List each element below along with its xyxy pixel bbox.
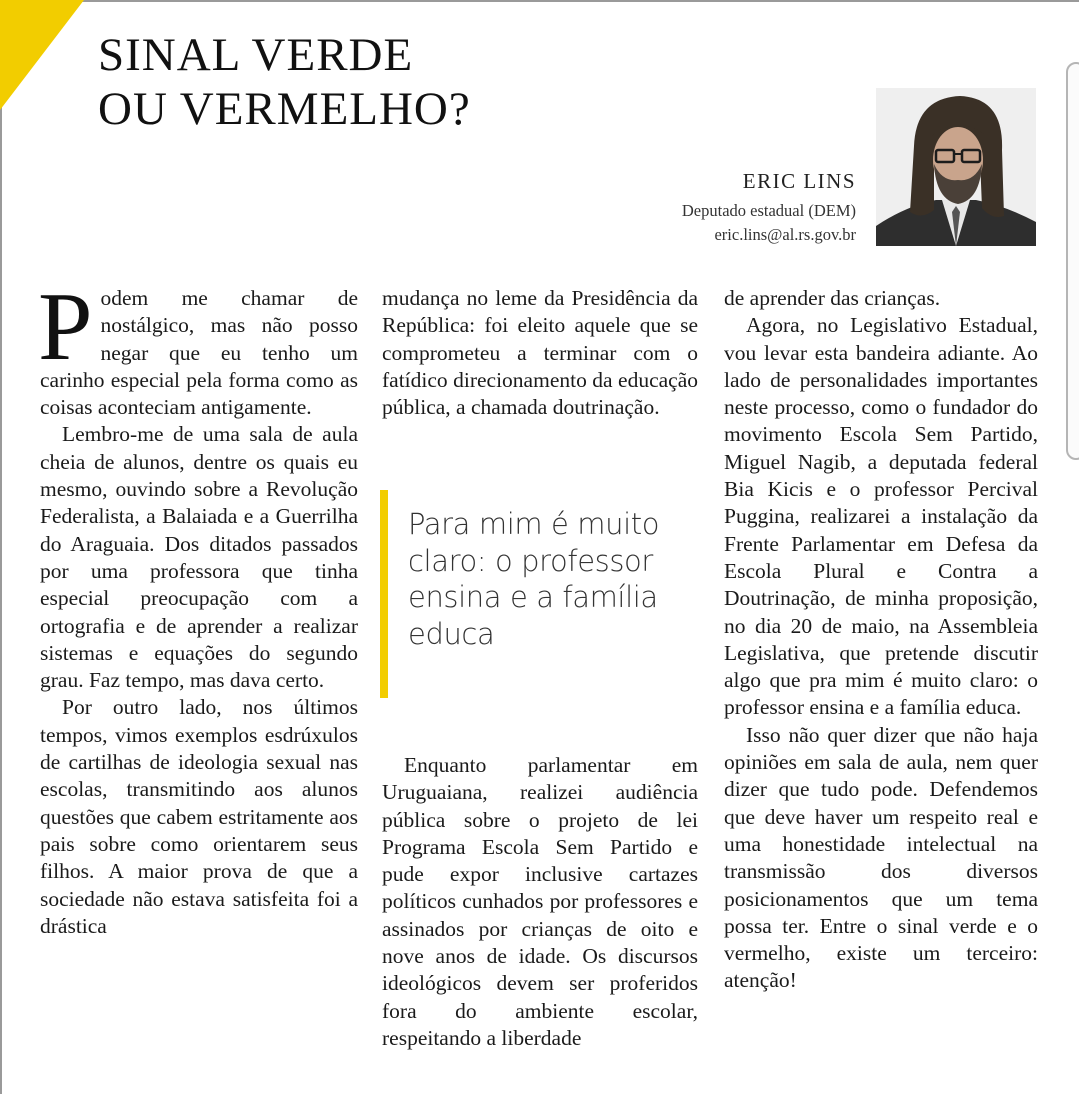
corner-accent	[0, 0, 84, 110]
paragraph-6: de aprender das crianças.	[724, 286, 941, 310]
paragraph-7: Agora, no Legislativo Estadual, vou levar esta bandeira adiante. Ao lado de personalidades importantes neste processo, como o fundador do movimento Escola Sem Partido, Miguel Nagib, a deputada federal Bia Kicis e o professor Percival Puggina, realizarei a instalação da Frente Parlamentar em Defesa da Escola Plural e Contra a Doutrinação, de minha proposição, no dia 20 de maio, na Assembleia Legislativa, que pretende discutir algo que pra mim é muito claro: o professor ensina e a família educa.	[724, 313, 1038, 720]
scroll-indicator[interactable]	[1066, 62, 1079, 460]
article-column-2-upper	[382, 285, 698, 421]
paragraph-5: Enquanto parlamentar em Uruguaiana, realizei audiência pública sobre o projeto de lei Programa Escola Sem Partido e pude expor inclusive cartazes políticos cunhados por professores e assinados por crianças de oito e nove anos de idade. Os discursos ideológicos devem ser proferidos fora do ambiente escolar, respeitando a liberdade	[382, 753, 698, 1050]
paragraph-8: Isso não quer dizer que não haja opiniões em sala de aula, nem quer dizer que tudo pode. Defendemos que deve haver um respeito real e uma honestidade intelectual na transmissão dos diversos posicionamentos que um tema possa ter. Entre o sinal verde e o vermelho, existe um terceiro: atenção!	[724, 722, 1038, 993]
paragraph-3: Por outro lado, nos últimos tempos, vimos exemplos esdrúxulos de cartilhas de ideologia sexual nas escolas, transmitindo aos alunos questões que cabem estritamente aos pais sobre como orientarem seus filhos. A maior prova de que a sociedade não estava satisfeita foi a drástica	[40, 695, 358, 938]
author-photo	[876, 88, 1036, 246]
article-column-2-lower	[382, 752, 698, 1052]
pull-quote-text: Para mim é muito claro: o professor ensina e a família educa	[408, 507, 660, 651]
paragraph-4: mudança no leme da Presidência da República: foi eleito aquele que se comprometeu a terminar com o fatídico direcionamento da educação pública, a chamada doutrinação.	[382, 286, 698, 420]
paragraph-1	[38, 273, 358, 421]
drop-cap: P	[38, 273, 93, 381]
author-email[interactable]: eric.lins@al.rs.gov.br	[714, 225, 856, 244]
pull-quote	[380, 490, 700, 698]
byline	[682, 168, 856, 247]
paragraph-1-text: odem me chamar de nostálgico, mas não posso negar que eu tenho um carinho especial pela forma como as coisas aconteciam antigamente.	[40, 286, 358, 420]
author-name: ERIC LINS	[742, 169, 856, 193]
headline-line-1: SINAL VERDE	[98, 29, 414, 81]
article-column-3	[724, 285, 1038, 995]
headline	[98, 28, 471, 136]
headline-line-2: OU VERMELHO?	[98, 83, 471, 135]
pull-quote-bar	[380, 490, 388, 698]
author-role: Deputado estadual (DEM)	[681, 201, 856, 220]
paragraph-2: Lembro-me de uma sala de aula cheia de alunos, dentre os quais eu mesmo, ouvindo sobre a Revolução Federalista, a Balaiada e a Guerrilha do Araguaia. Dos ditados passados por uma professora que tinha especial preocupação com a ortografia e de aprender a realizar sistemas e equações do segundo grau. Faz tempo, mas dava certo.	[40, 422, 358, 693]
article-column-1	[38, 273, 358, 940]
